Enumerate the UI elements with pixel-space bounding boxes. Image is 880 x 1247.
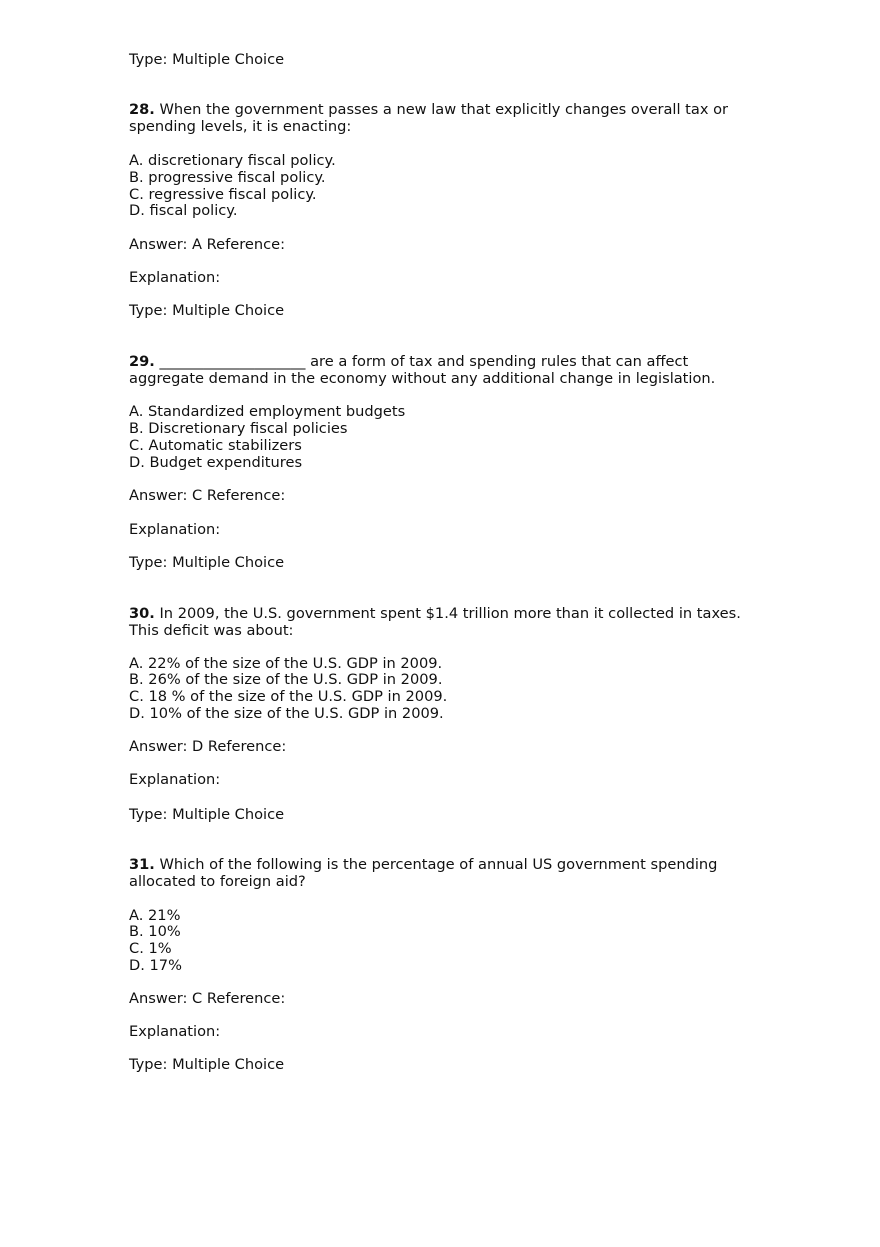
explanation-line: Explanation:: [129, 269, 221, 286]
answer-line: Answer: D Reference:: [129, 738, 287, 755]
answer-option: D. Budget expenditures: [129, 454, 303, 471]
answer-line: Answer: C Reference:: [129, 990, 286, 1007]
question-text: aggregate demand in the economy without any additional change in legislation.: [129, 370, 716, 387]
question-text: When the government passes a new law that explicitly changes overall tax or: [154, 101, 729, 118]
answer-option: D. fiscal policy.: [129, 202, 238, 219]
question-text: spending levels, it is enacting:: [129, 118, 352, 135]
question-text: ____________________ are a form of tax and spending rules that can affect: [154, 353, 689, 370]
answer-option: D. 17%: [129, 957, 182, 974]
question-stem: [129, 605, 741, 622]
answer-option: C. Automatic stabilizers: [129, 437, 302, 454]
question-number: 30.: [129, 605, 155, 622]
question-text: allocated to foreign aid?: [129, 873, 306, 890]
question-type: Type: Multiple Choice: [129, 51, 285, 68]
question-stem: [129, 353, 688, 370]
explanation-line: Explanation:: [129, 1023, 221, 1040]
question-stem: [129, 856, 717, 873]
answer-option: B. progressive fiscal policy.: [129, 169, 326, 186]
answer-option: B. 10%: [129, 923, 181, 940]
answer-option: B. 26% of the size of the U.S. GDP in 2009.: [129, 671, 443, 688]
answer-line: Answer: C Reference:: [129, 487, 286, 504]
answer-option: A. discretionary fiscal policy.: [129, 152, 336, 169]
answer-option: A. Standardized employment budgets: [129, 403, 406, 420]
question-type: Type: Multiple Choice: [129, 806, 285, 823]
answer-option: D. 10% of the size of the U.S. GDP in 2009.: [129, 705, 444, 722]
explanation-line: Explanation:: [129, 521, 221, 538]
question-type: Type: Multiple Choice: [129, 1056, 285, 1073]
question-stem: [129, 101, 728, 118]
answer-option: A. 21%: [129, 907, 181, 924]
answer-line: Answer: A Reference:: [129, 236, 286, 253]
answer-option: C. regressive fiscal policy.: [129, 186, 317, 203]
answer-option: B. Discretionary fiscal policies: [129, 420, 348, 437]
question-text: This deficit was about:: [129, 622, 294, 639]
answer-option: C. 1%: [129, 940, 172, 957]
question-number: 28.: [129, 101, 155, 118]
question-type: Type: Multiple Choice: [129, 302, 285, 319]
explanation-line: Explanation:: [129, 771, 221, 788]
question-number: 29.: [129, 353, 155, 370]
answer-option: C. 18 % of the size of the U.S. GDP in 2009.: [129, 688, 448, 705]
question-type: Type: Multiple Choice: [129, 554, 285, 571]
question-text: Which of the following is the percentage of annual US government spending: [154, 856, 718, 873]
question-number: 31.: [129, 856, 155, 873]
question-text: In 2009, the U.S. government spent $1.4 trillion more than it collected in taxes.: [154, 605, 741, 622]
answer-option: A. 22% of the size of the U.S. GDP in 2009.: [129, 655, 443, 672]
